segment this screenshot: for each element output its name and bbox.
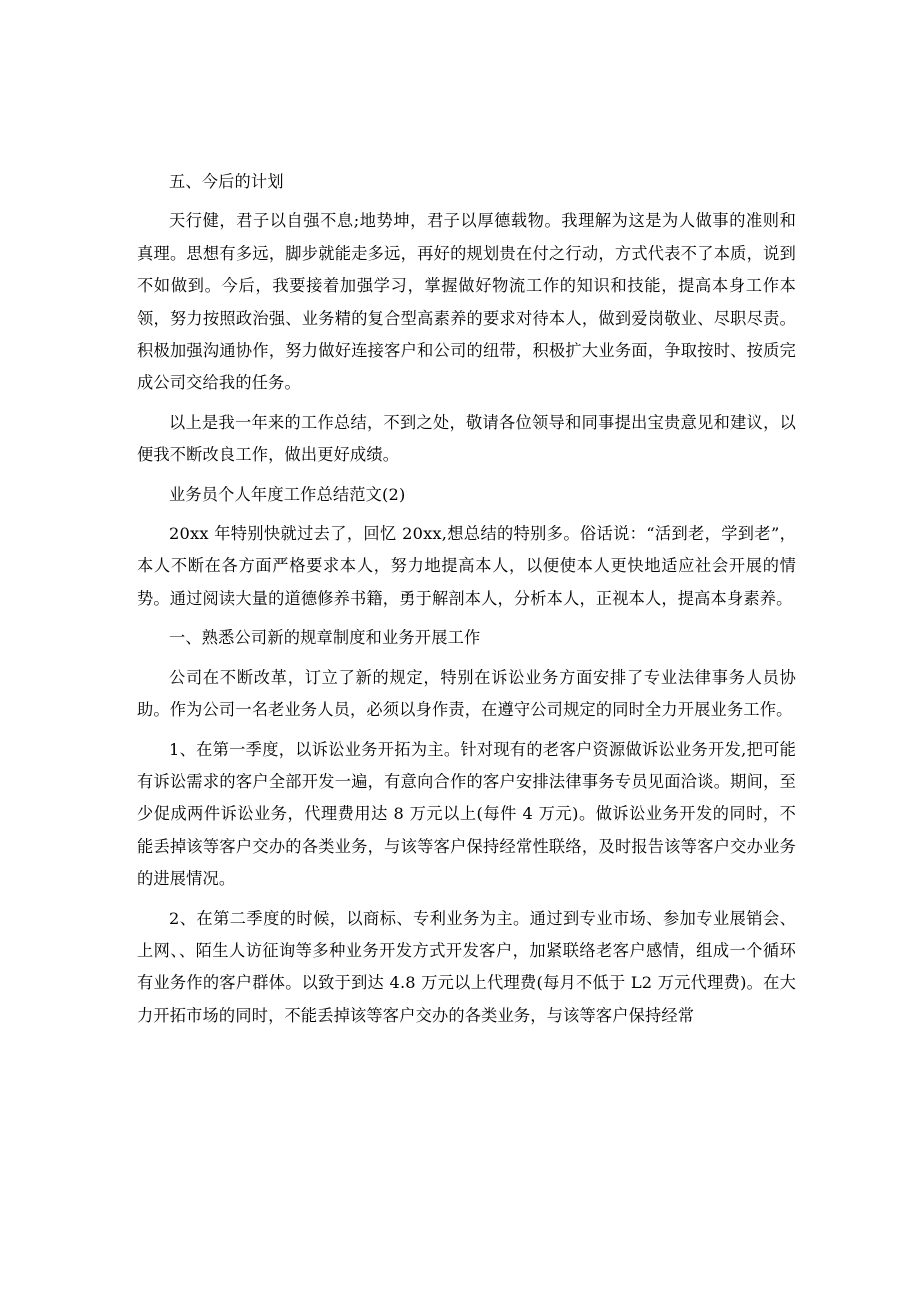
section-heading-rules: 一、熟悉公司新的规章制度和业务开展工作 (169, 628, 481, 648)
paragraph-closing: 以上是我一年来的工作总结，不到之处，敬请各位领导和同事提出宝贵意见和建议，以便我不断改良工作，做出更好成绩。 (137, 412, 796, 465)
paragraph-intro: 20xx 年特别快就过去了，回忆 20xx,想总结的特别多。俗话说：“活到老，学到老”，本人不断在各方面严格要求本人，努力地提高本人，以便使本人更快地适应社会开展的情势。通过阅读大量的道德修养书籍，勇于解剖本人，分析本人，正视本人，提高本身素养。 (137, 524, 796, 608)
paragraph-q2: 2、在第二季度的时候，以商标、专利业务为主。通过到专业市场、参加专业展销会、上网、、陌生人访征询等多种业务开发方式开发客户，加紧联络老客户感情，组成一个循环有业务作的客户群体。以致于到达 4.8 万元以上代理费(每月不低于 L2 万元代理费)。在大力开拓市场的同时，不能丢掉该等客户交办的各类业务，与该等客户保持经常 (137, 908, 796, 1025)
paragraph-future-plan: 天行健，君子以自强不息;地势坤，君子以厚德载物。我理解为这是为人做事的准则和真理。思想有多远，脚步就能走多远，再好的规划贵在付之行动，方式代表不了本质，说到不如做到。今后，我要接着加强学习，掌握做好物流工作的知识和技能，提高本身工作本领，努力按照政治强、业务精的复合型高素养的要求对待本人，做到爱岗敬业、尽职尽责。积极加强沟通协作，努力做好连接客户和公司的纽带，积极扩大业务面，争取按时、按质完成公司交给我的任务。 (137, 211, 796, 393)
section-heading-future-plan: 五、今后的计划 (169, 172, 284, 191)
document-subtitle: 业务员个人年度工作总结范文(2) (169, 484, 406, 504)
document-page (137, 166, 796, 1039)
paragraph-q1: 1、在第一季度，以诉讼业务开拓为主。针对现有的老客户资源做诉讼业务开发,把可能有诉讼需求的客户全部开发一遍，有意向合作的客户安排法律事务专员见面洽谈。期间，至少促成两件诉讼业务，代理费用达 8 万元以上(每件 4 万元)。做诉讼业务开发的同时，不能丢掉该等客户交办的各类业务，与该等客户保持经常性联络，及时报告该等客户交办业务的进展情况。 (137, 739, 796, 889)
paragraph-company-reform: 公司在不断改革，订立了新的规定，特别在诉讼业务方面安排了专业法律事务人员协助。作为公司一名老业务人员，必须以身作责，在遵守公司规定的同时全力开展业务工作。 (137, 667, 796, 720)
